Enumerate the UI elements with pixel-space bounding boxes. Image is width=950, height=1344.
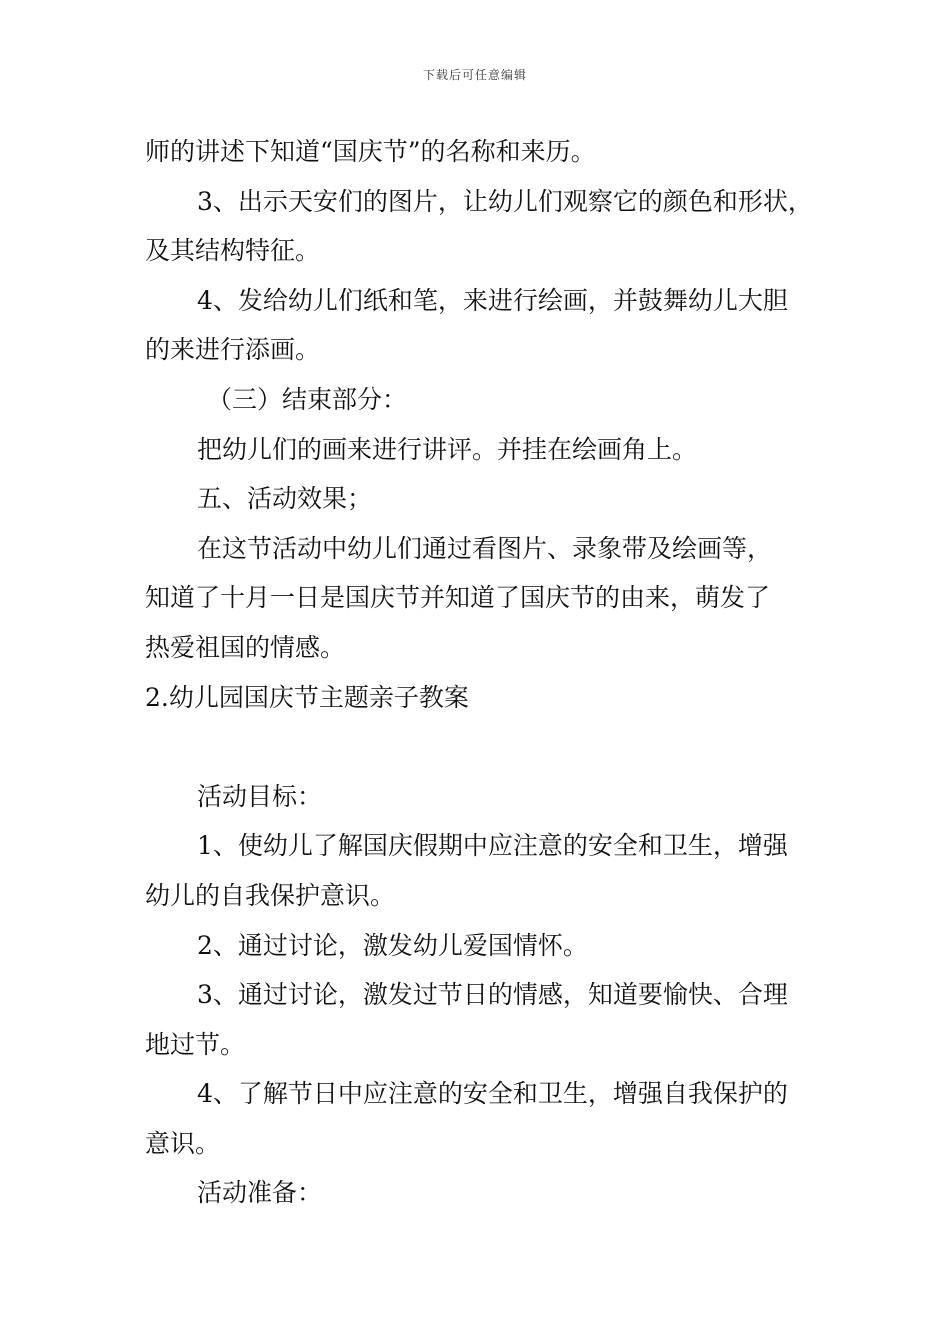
blank-line (145, 722, 810, 772)
section-heading: 五、活动效果； (197, 484, 373, 514)
section-heading: 活动准备： (197, 1178, 323, 1208)
document-body (145, 127, 813, 1218)
section-heading: 活动目标： (197, 781, 323, 811)
text-line: 的来进行添画。 (145, 335, 321, 365)
text-line: 地过节。 (145, 1029, 246, 1059)
text-line: 知道了十月一日是国庆节并知道了国庆节的由来，萌发了 (145, 583, 771, 613)
text-line: 把幼儿们的画来进行讲评。并挂在绘画角上。 (197, 434, 698, 464)
text-line: 4、发给幼儿们纸和笔，来进行绘画，并鼓舞幼儿大胆 (197, 285, 788, 315)
section-heading: （三）结束部分： (207, 384, 408, 414)
text-line: 4、了解节日中应注意的安全和卫生，增强自我保护的 (197, 1079, 788, 1109)
text-line: 师的讲述下知道“国庆节”的名称和来历。 (145, 137, 596, 166)
text-line: 2、通过讨论，激发幼儿爱国情怀。 (197, 930, 588, 960)
text-line: 3、通过讨论，激发过节日的情感，知道要愉快、合理 (197, 980, 788, 1010)
text-line: 及其结构特征。 (145, 236, 321, 266)
text-line: 在这节活动中幼儿们通过看图片、录象带及绘画等， (197, 533, 773, 563)
page-header-note: 下载后可任意编辑 (422, 68, 527, 82)
text-line: 热爱祖国的情感。 (145, 632, 346, 662)
text-line: 1、使幼儿了解国庆假期中应注意的安全和卫生，增强 (197, 831, 788, 861)
text-line: 意识。 (145, 1128, 221, 1158)
text-line: 3、出示天安们的图片，让幼儿们观察它的颜色和形状， (197, 186, 813, 216)
document-title: 2.幼儿园国庆节主题亲子教案 (145, 682, 469, 712)
text-line: 幼儿的自我保护意识。 (145, 880, 396, 910)
